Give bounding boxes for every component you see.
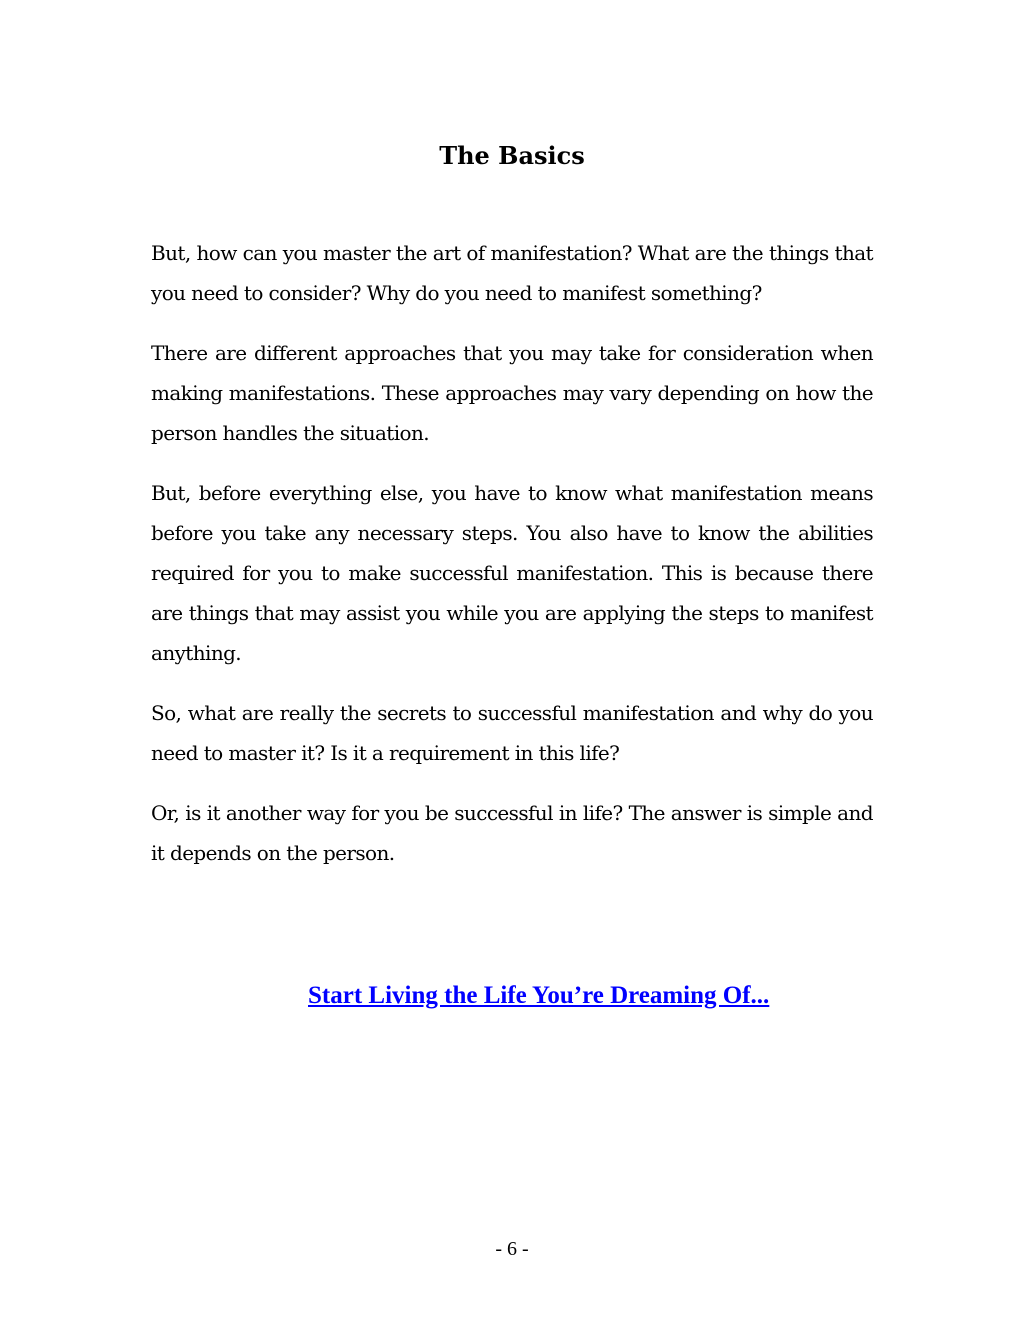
paragraph: But, how can you master the art of manifestation? What are the things that you need to consider? Why do you need to manifest something? — [151, 241, 873, 305]
section-heading: The Basics — [439, 141, 585, 170]
body-text — [151, 233, 873, 893]
paragraph: Or, is it another way for you be successful in life? The answer is simple and it depends on the person. — [151, 801, 873, 865]
paragraph: But, before everything else, you have to know what manifestation means before you take any necessary steps. You also have to know the abilities required for you to make successful manifestation. This is because there are things that may assist you while you are applying the steps to manifest anything. — [151, 481, 873, 665]
cta-link[interactable]: Start Living the Life You’re Dreaming Of... — [308, 982, 770, 1009]
paragraph: So, what are really the secrets to successful manifestation and why do you need to master it? Is it a requirement in this life? — [151, 701, 873, 765]
page-number: - 6 - — [495, 1238, 529, 1260]
paragraph: There are different approaches that you may take for consideration when making manifestations. These approaches may vary depending on how the person handles the situation. — [151, 341, 873, 445]
